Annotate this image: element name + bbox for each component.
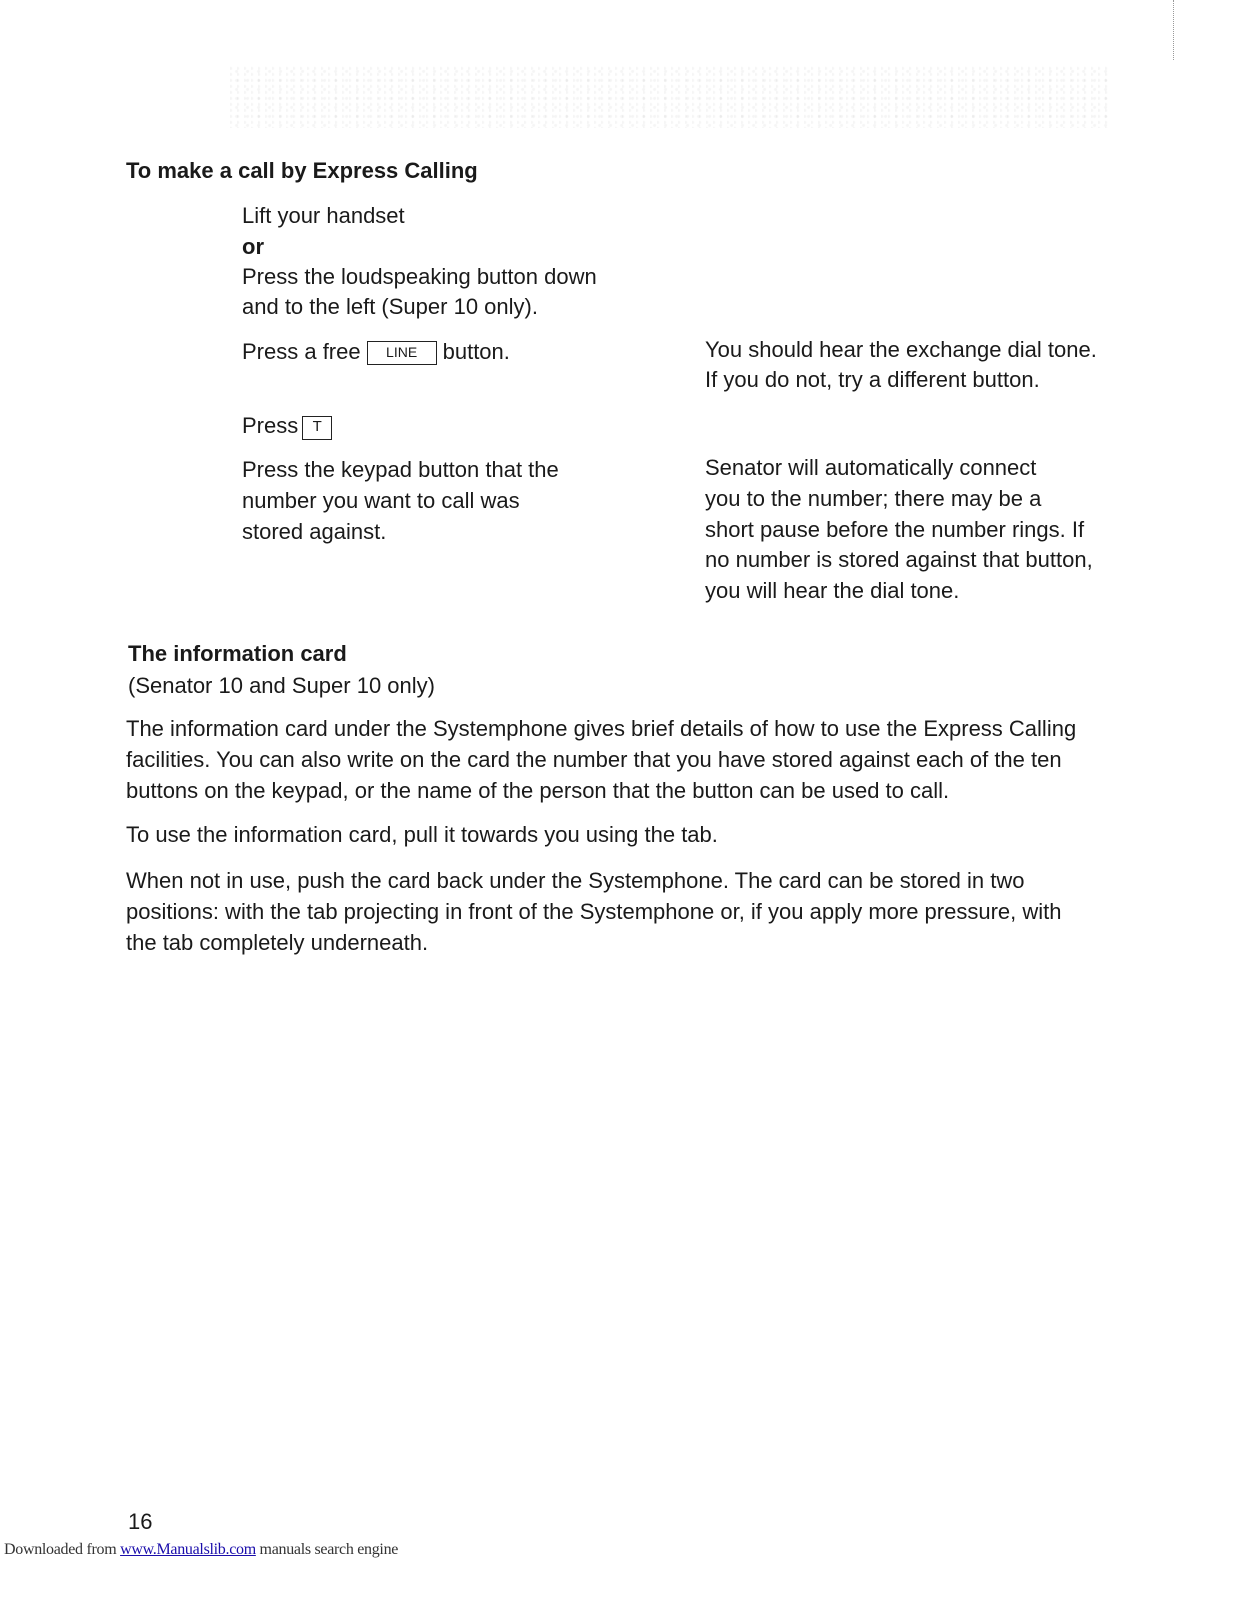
step-lift-handset: Lift your handset — [242, 203, 405, 228]
step-keypad-line2: number you want to call was — [242, 488, 520, 513]
step-or: or — [242, 234, 264, 259]
scan-edge-mark — [1173, 0, 1175, 60]
info-card-p1-line1: The information card under the Systemphone gives brief details of how to use the Express Calling — [126, 716, 1077, 741]
note-connect-line5: you will hear the dial tone. — [705, 578, 960, 603]
footer-suffix: manuals search engine — [259, 1541, 399, 1558]
info-card-paragraph-3 — [126, 865, 1096, 958]
info-card-p1-line2: facilities. You can also write on the card the number that you have stored against each of the ten — [126, 747, 1062, 772]
info-card-p3-line2: positions: with the tab projecting in front of the Systemphone or, if you apply more pressure, with — [126, 899, 1062, 924]
section-subtitle-models: (Senator 10 and Super 10 only) — [128, 673, 435, 698]
t-key-icon: T — [302, 416, 332, 440]
step-press-line-after: button. — [442, 339, 510, 364]
info-card-p3-line3: the tab completely underneath. — [126, 930, 429, 955]
footer-prefix: Downloaded from — [4, 1541, 117, 1558]
note-dial-tone-line1: You should hear the exchange dial tone. — [705, 337, 1097, 362]
scan-noise — [230, 66, 1110, 128]
line-key-icon: LINE — [367, 341, 437, 365]
step-loudspeaking-line1: Press the loudspeaking button down — [242, 264, 597, 289]
note-connect-line2: you to the number; there may be a — [705, 486, 1042, 511]
step-press-t — [242, 410, 332, 441]
step-press-line — [242, 336, 510, 367]
step-keypad-line3: stored against. — [242, 519, 387, 544]
step-press-line-before: Press a free — [242, 339, 361, 364]
page-number: 16 — [128, 1509, 153, 1534]
section-title-information-card: The information card — [128, 641, 347, 666]
step-keypad-line1: Press the keypad button that the — [242, 457, 559, 482]
info-card-p3-line1: When not in use, push the card back under the Systemphone. The card can be stored in two — [126, 868, 1025, 893]
step-loudspeaking-line2: and to the left (Super 10 only). — [242, 294, 538, 319]
info-card-p1-line3: buttons on the keypad, or the name of the person that the button can be used to call. — [126, 778, 950, 803]
note-connect-line4: no number is stored against that button, — [705, 547, 1093, 572]
note-connect-line3: short pause before the number rings. If — [705, 517, 1085, 542]
info-card-paragraph-2: To use the information card, pull it towards you using the tab. — [126, 822, 718, 847]
note-dial-tone-line2: If you do not, try a different button. — [705, 367, 1040, 392]
manualslib-link[interactable]: www.Manualslib.com — [120, 1541, 256, 1558]
note-connect-line1: Senator will automatically connect — [705, 455, 1037, 480]
info-card-paragraph-1 — [126, 713, 1096, 806]
step-press-t-before: Press — [242, 413, 299, 438]
download-footer — [4, 1540, 398, 1560]
section-title-express-calling: To make a call by Express Calling — [126, 158, 478, 183]
